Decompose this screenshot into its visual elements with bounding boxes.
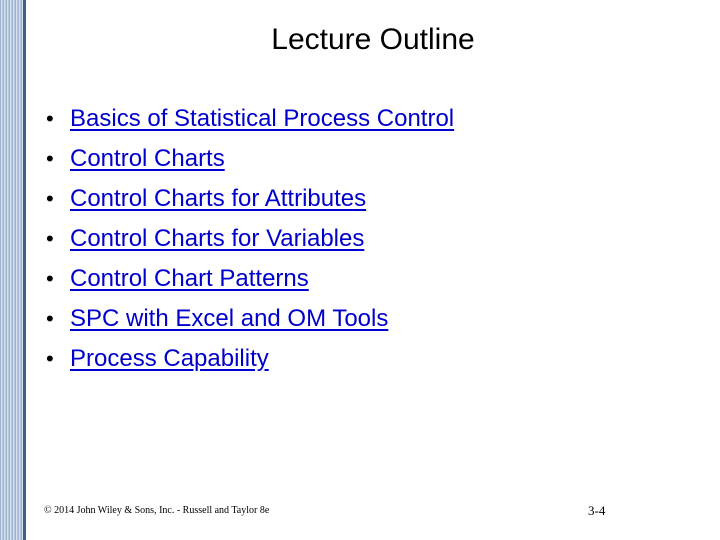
- decorative-sidebar: [0, 0, 26, 540]
- bullet-icon: •: [46, 226, 54, 251]
- outline-item: [46, 339, 454, 379]
- outline-item: [46, 219, 454, 259]
- outline-item: [46, 179, 454, 219]
- outline-item: [46, 99, 454, 139]
- outline-item: [46, 259, 454, 299]
- outline-link-chart-patterns[interactable]: Control Chart Patterns: [70, 265, 309, 292]
- bullet-icon: •: [46, 106, 54, 131]
- page-number: 3-4: [588, 503, 606, 518]
- outline-link-spc-excel-om-tools[interactable]: SPC with Excel and OM Tools: [70, 305, 389, 332]
- outline-item: [46, 299, 454, 339]
- bullet-icon: •: [46, 146, 54, 171]
- outline-link-charts-variables[interactable]: Control Charts for Variables: [70, 225, 365, 252]
- outline-link-charts-attributes[interactable]: Control Charts for Attributes: [70, 185, 367, 212]
- outline-link-process-capability[interactable]: Process Capability: [70, 345, 269, 372]
- bullet-icon: •: [46, 346, 54, 371]
- bullet-icon: •: [46, 306, 54, 331]
- outline-item: [46, 139, 454, 179]
- bullet-icon: •: [46, 266, 54, 291]
- slide-title: Lecture Outline: [271, 23, 475, 56]
- outline-list: [46, 99, 454, 379]
- footer-copyright: © 2014 John Wiley & Sons, Inc. - Russell and Taylor 8e: [44, 505, 270, 516]
- outline-link-spc-basics[interactable]: Basics of Statistical Process Control: [70, 105, 455, 132]
- bullet-icon: •: [46, 186, 54, 211]
- outline-link-control-charts[interactable]: Control Charts: [70, 145, 225, 172]
